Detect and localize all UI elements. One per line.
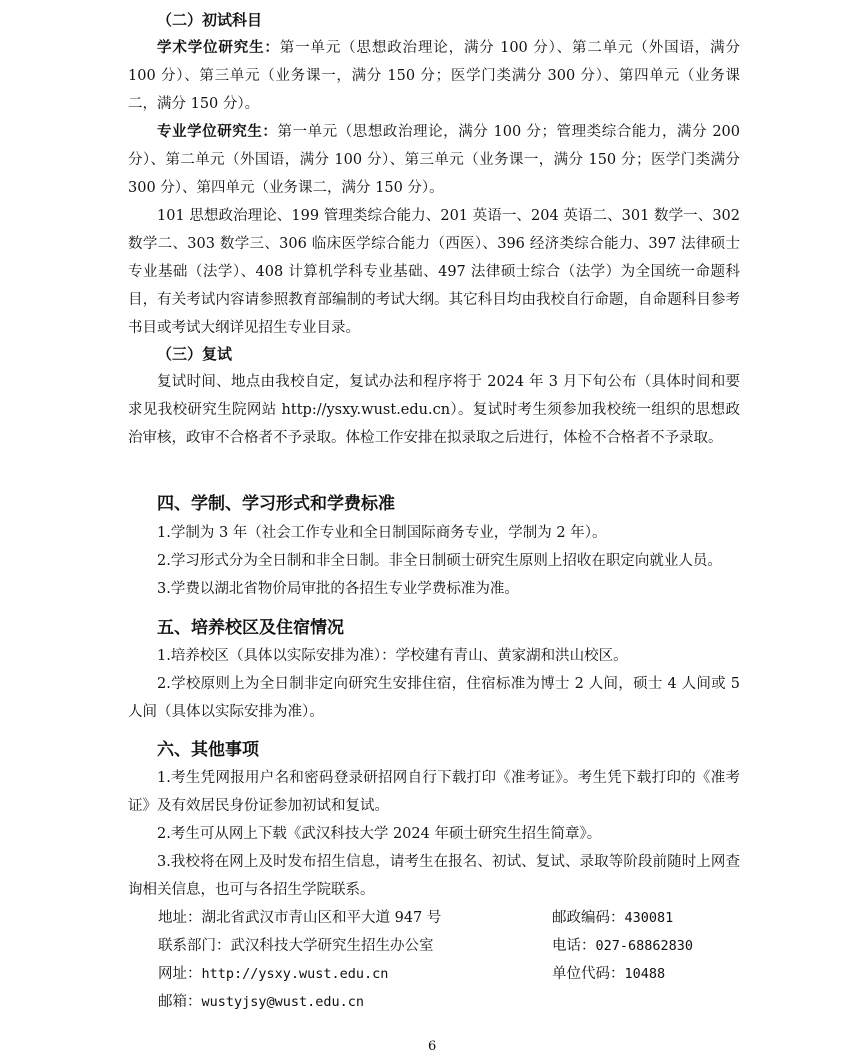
website-link[interactable]: http://ysxy.wust.edu.cn	[201, 966, 389, 982]
postcode-line	[552, 904, 673, 932]
section-5-item-2: 2.学校原则上为全日制非定向研究生安排住宿，住宿标准为博士 2 人间，硕士 4 人间或 5 人间（具体以实际安排为准）。	[128, 676, 740, 720]
professional-label: 专业学位研究生：	[157, 124, 278, 140]
address-line	[158, 904, 441, 932]
unitcode-value: 10488	[624, 966, 666, 982]
professional-text: 第一单元（思想政治理论，满分 100 分；管理类综合能力，满分 200 分）、第二单元（外国语，满分 100 分）、第三单元（业务课一，满分 150 分；医学门类满分 300 分）、第四单元（业务课二，满分 150 分）。	[128, 124, 740, 196]
email-label: 邮箱：	[158, 994, 202, 1010]
email-line	[158, 988, 364, 1016]
section-6-item-2: 2.考生可从网上下载《武汉科技大学 2024 年硕士研究生招生简章》。	[157, 826, 602, 842]
subjects-paragraph: 101 思想政治理论、199 管理类综合能力、201 英语一、204 英语二、301 数学一、302 数学二、303 数学三、306 临床医学综合能力（西医）、396 经济类综合能力、397 法律硕士专业基础（法学）、408 计算机学科专业基础、497 法律硕士综合（法学）为全国统一命题科目，有关考试内容请参照教育部编制的考试大纲。其它科目均由我校自行命题，自命题科目参考书目或考试大纲详见招生专业目录。	[128, 208, 740, 336]
dept-line	[158, 932, 434, 960]
address-value: 湖北省武汉市青山区和平大道 947 号	[201, 910, 442, 926]
section-6-item-1: 1.考生凭网报用户名和密码登录研招网自行下载打印《准考证》。考生凭下载打印的《准考证》及有效居民身份证参加初试和复试。	[128, 770, 740, 814]
section-5-item-1: 1.培养校区（具体以实际安排为准）：学校建有青山、黄家湖和洪山校区。	[157, 648, 628, 664]
address-label: 地址：	[158, 910, 202, 926]
phone-label: 电话：	[552, 938, 596, 954]
section-4-heading: 四、学制、学习形式和学费标准	[157, 494, 395, 514]
postcode-value: 430081	[624, 910, 674, 926]
website-line	[158, 960, 388, 988]
retest-heading: （三）复试	[157, 345, 233, 363]
phone-line	[552, 932, 693, 960]
dept-value: 武汉科技大学研究生招生办公室	[230, 938, 434, 954]
section-6-item-3: 3.我校将在网上及时发布招生信息，请考生在报名、初试、复试、录取等阶段前随时上网查询相关信息，也可与各招生学院联系。	[128, 854, 740, 898]
postcode-label: 邮政编码：	[552, 910, 625, 926]
section-4-item-3: 3.学费以湖北省物价局审批的各招生专业学费标准为准。	[157, 581, 519, 597]
retest-paragraph: 复试时间、地点由我校自定，复试办法和程序将于 2024 年 3 月下旬公布（具体时间和要求见我校研究生院网站 http://ysxy.wust.edu.cn）。复试时考生须参加我校统一组织的思想政治审核，政审不合格者不予录取。体检工作安排在拟录取之后进行，体检不合格者不予录取。	[128, 374, 740, 446]
email-link[interactable]: wustyjsy@wust.edu.cn	[201, 994, 365, 1010]
website-label: 网址：	[158, 966, 202, 982]
academic-text: 第一单元（思想政治理论，满分 100 分）、第二单元（外国语，满分 100 分）、第三单元（业务课一，满分 150 分；医学门类满分 300 分）、第四单元（业务课二，满分 150 分）。	[128, 40, 740, 112]
page-number: 6	[428, 1039, 437, 1054]
prelim-heading: （二）初试科目	[157, 11, 263, 29]
academic-label: 学术学位研究生：	[157, 40, 280, 56]
section-4-item-1: 1.学制为 3 年（社会工作专业和全日制国际商务专业，学制为 2 年）。	[157, 525, 607, 541]
section-5-heading: 五、培养校区及住宿情况	[157, 618, 344, 638]
dept-label: 联系部门：	[158, 938, 231, 954]
unitcode-label: 单位代码：	[552, 966, 625, 982]
professional-paragraph	[128, 118, 740, 202]
section-4-item-2: 2.学习形式分为全日制和非全日制。非全日制硕士研究生原则上招收在职定向就业人员。	[157, 553, 722, 569]
academic-paragraph	[128, 34, 740, 118]
phone-value: 027-68862830	[595, 938, 694, 954]
unitcode-line	[552, 960, 665, 988]
section-6-heading: 六、其他事项	[157, 740, 259, 760]
